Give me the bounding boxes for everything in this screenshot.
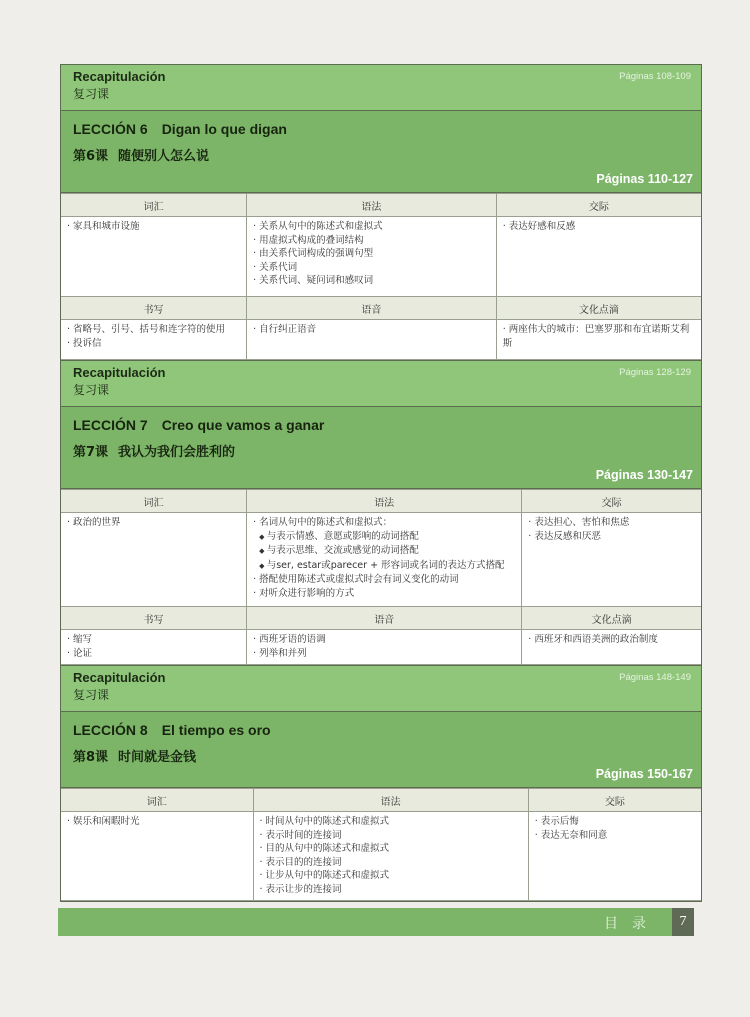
list-item: · 用虚拟式构成的叠词结构 [253, 234, 490, 248]
header-writing: 书写 [61, 607, 247, 630]
list-item: · 自行纠正语音 [253, 323, 490, 337]
list-item: · 娱乐和闲暇时光 [67, 815, 247, 829]
recap-title-zh: 复习课 [73, 87, 110, 101]
vocab-cell [61, 513, 247, 607]
header-phonetics: 语音 [247, 297, 497, 320]
header-grammar: 语法 [247, 194, 497, 217]
header-grammar: 语法 [253, 789, 528, 812]
writing-cell [61, 630, 247, 665]
recap-pages: Páginas 148-149 [619, 672, 691, 683]
header-phonetics: 语音 [247, 607, 522, 630]
list-item: · 表示让步的连接词 [260, 883, 522, 897]
header-vocab: 词汇 [61, 194, 247, 217]
lesson-number-es: LECCIÓN 8 [73, 722, 148, 738]
lesson-header [61, 111, 701, 193]
page-number: 7 [672, 908, 694, 936]
list-item: · 关系从句中的陈述式和虚拟式 [253, 220, 490, 234]
lesson-number-zh: 第6课 [73, 149, 109, 164]
list-item: · 表达担心、害怕和焦虑 [528, 516, 695, 530]
list-item: · 家具和城市设施 [67, 220, 240, 234]
list-item: · 名词从句中的陈述式和虚拟式： [253, 516, 515, 530]
lesson-contents-table [61, 489, 701, 665]
header-communication: 交际 [528, 789, 701, 812]
list-item: · 表达无奈和同意 [535, 829, 695, 843]
header-communication: 交际 [496, 194, 701, 217]
lesson-contents-table [61, 788, 701, 901]
lesson-number-zh: 第7课 [73, 445, 109, 460]
grammar-cell [253, 812, 528, 901]
list-item: · 缩写 [67, 633, 240, 647]
lesson-title-zh: 时间就是金钱 [118, 750, 197, 765]
table-of-contents [60, 64, 702, 902]
list-item: · 表示目的的连接词 [260, 856, 522, 870]
culture-cell [496, 320, 701, 360]
lesson-contents-table [61, 193, 701, 360]
recap-section [61, 360, 701, 407]
list-item: · 表示后悔 [535, 815, 695, 829]
header-vocab: 词汇 [61, 789, 253, 812]
communication-cell [522, 513, 701, 607]
recap-title-es: Recapitulación [73, 69, 166, 84]
list-item: · 省略号、引号、括号和连字符的使用 [67, 323, 240, 337]
list-item: · 两座伟大的城市：巴塞罗那和布宜诺斯艾利斯 [503, 323, 695, 350]
list-item: · 由关系代词构成的强调句型 [253, 247, 490, 261]
lesson-title-es: Digan lo que digan [161, 121, 287, 137]
list-item: · 表达好感和反感 [503, 220, 695, 234]
lesson-pages: Páginas 130-147 [595, 468, 693, 482]
lesson-title-es: Creo que vamos a ganar [161, 417, 325, 433]
lesson-number-zh: 第8课 [73, 750, 109, 765]
lesson-number-es: LECCIÓN 7 [73, 417, 148, 433]
recap-section [61, 65, 701, 111]
recap-title-es: Recapitulación [73, 365, 166, 380]
lesson-pages: Páginas 110-127 [596, 172, 693, 186]
recap-title-zh: 复习课 [73, 383, 110, 397]
communication-cell [496, 217, 701, 297]
list-item: · 对听众进行影响的方式 [253, 587, 515, 601]
list-item: · 投诉信 [67, 337, 240, 351]
header-grammar: 语法 [247, 490, 522, 513]
writing-cell [61, 320, 247, 360]
vocab-cell [61, 217, 247, 297]
header-culture: 文化点滴 [522, 607, 701, 630]
list-item: · 关系代词、疑问词和感叹词 [253, 274, 490, 288]
lesson-title-es: El tiempo es oro [161, 722, 271, 738]
list-item: · 让步从句中的陈述式和虚拟式 [260, 869, 522, 883]
list-item: · 目的从句中的陈述式和虚拟式 [260, 842, 522, 856]
list-item: · 表示时间的连接词 [260, 829, 522, 843]
list-item: · 西班牙和西语美洲的政治制度 [528, 633, 695, 647]
lesson-title-zh: 我认为我们会胜利的 [118, 445, 236, 460]
recap-title-es: Recapitulación [73, 670, 166, 685]
header-vocab: 词汇 [61, 490, 247, 513]
recap-section [61, 665, 701, 712]
recap-title-zh: 复习课 [73, 688, 110, 702]
recap-pages: Páginas 128-129 [619, 367, 691, 378]
list-item: · 政治的世界 [67, 516, 240, 530]
list-item: · 西班牙语的语调 [253, 633, 515, 647]
list-item: · 搭配使用陈述式或虚拟式时会有词义变化的动词 [253, 573, 515, 587]
culture-cell [522, 630, 701, 665]
lesson-pages: Páginas 150-167 [595, 767, 693, 781]
vocab-cell [61, 812, 253, 901]
list-subitem: ◆ 与ser, estar或parecer + 形容词或名词的表达方式搭配 [253, 559, 515, 574]
list-item: · 关系代词 [253, 261, 490, 275]
phonetics-cell [247, 320, 497, 360]
grammar-cell [247, 513, 522, 607]
list-subitem: ◆ 与表示情感、意愿或影响的动词搭配 [253, 530, 515, 545]
header-culture: 文化点滴 [496, 297, 701, 320]
lesson-title-zh: 随便别人怎么说 [118, 149, 210, 164]
lesson-header [61, 712, 701, 788]
page-footer [58, 908, 694, 936]
list-item: · 列举和并列 [253, 647, 515, 661]
list-item: · 表达反感和厌恶 [528, 530, 695, 544]
list-subitem: ◆ 与表示思维、交流或感觉的动词搭配 [253, 544, 515, 559]
phonetics-cell [247, 630, 522, 665]
recap-pages: Páginas 108-109 [619, 71, 691, 82]
footer-label: 目录 [604, 916, 660, 932]
list-item: · 时间从句中的陈述式和虚拟式 [260, 815, 522, 829]
lesson-number-es: LECCIÓN 6 [73, 121, 148, 137]
grammar-cell [247, 217, 497, 297]
header-writing: 书写 [61, 297, 247, 320]
lesson-header [61, 407, 701, 489]
communication-cell [528, 812, 701, 901]
list-item: · 论证 [67, 647, 240, 661]
header-communication: 交际 [522, 490, 701, 513]
